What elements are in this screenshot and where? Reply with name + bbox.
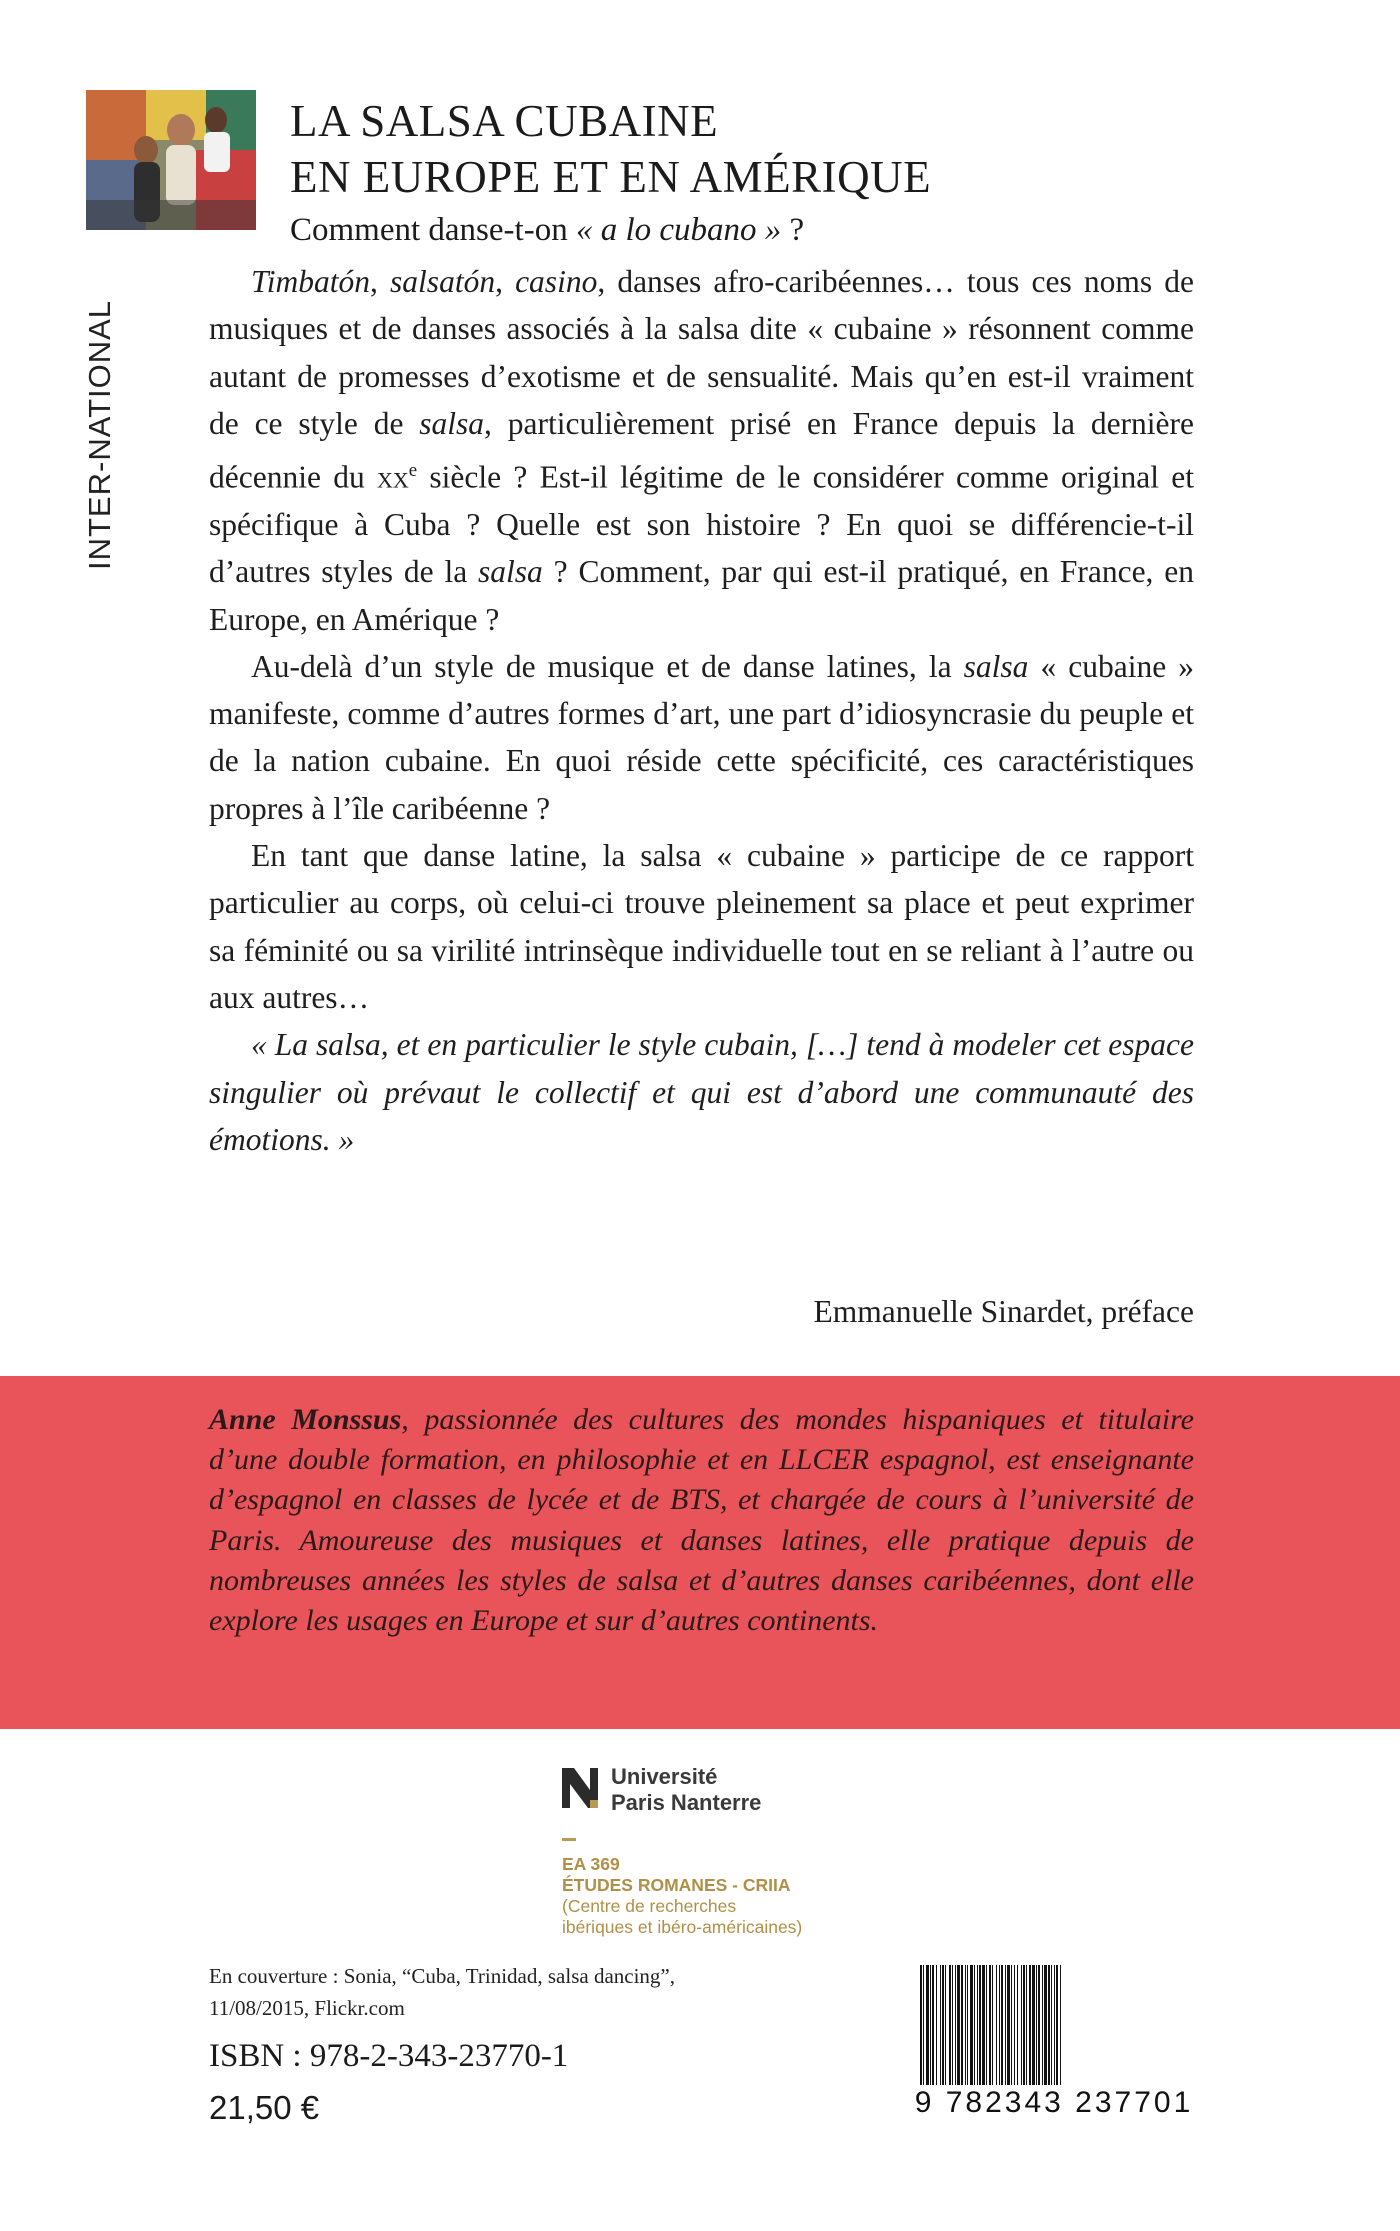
book-title-line-2: EN EUROPE ET EN AMÉRIQUE — [290, 152, 932, 202]
barcode-bar — [970, 1965, 973, 2085]
barcode-bar — [999, 1965, 1000, 2085]
isbn: ISBN : 978-2-343-23770-1 — [209, 2038, 569, 2074]
barcode-bar — [932, 1965, 934, 2085]
barcode-bar — [1023, 1965, 1025, 2085]
barcode-bar — [955, 1965, 956, 2085]
barcode-bar — [1038, 1965, 1040, 2085]
preface-quote: « La salsa, et en particulier le style cubain, […] tend à modeler cet espace singulier où prévaut le collectif et qui est d’abord une communauté des émotions. » — [209, 1027, 1194, 1157]
barcode-bar — [942, 1965, 944, 2085]
barcode-bar — [974, 1965, 975, 2085]
lab-line: ÉTUDES ROMANES - CRIIA — [562, 1875, 791, 1895]
barcode-bar — [957, 1965, 960, 2085]
cover-credit-line-2: 11/08/2015, Flickr.com — [209, 1996, 405, 2020]
barcode-bar — [1011, 1965, 1012, 2085]
barcode-bar — [1048, 1965, 1050, 2085]
barcode-bar — [949, 1965, 951, 2085]
barcode-bar — [1042, 1965, 1043, 2085]
barcode-bar — [940, 1965, 941, 2085]
barcode-bar — [1014, 1965, 1015, 2085]
barcode-bar — [982, 1965, 985, 2085]
series-text: INTER-NATIONAL — [82, 299, 117, 570]
book-title-line-1: LA SALSA CUBAINE — [290, 96, 719, 146]
barcode-bar — [1029, 1965, 1031, 2085]
lab-line: EA 369 — [562, 1854, 620, 1874]
cover-credit — [209, 1960, 675, 2024]
blurb-paragraph-1: Timbatón, salsatón, casino, danses afro-caribéennes… tous ces noms de musiques et de danses associés à la salsa dite « cubaine » résonnent comme autant de promesses d’exotisme et de sensualité. Mais qu’en est-il vraiment de ce style de salsa, particulièrement prisé en France depuis la dernière décennie du $xx^e$ siècle ? Est-il légitime de le considérer comme original et spécifique à Cuba ? Quelle est son histoire ? En quoi se différencie-t-il d’autres styles de la salsa ? Comment, par qui est-il pratiqué, en France, en Europe, en Amérique ? — [209, 264, 1194, 637]
barcode-bar — [1032, 1965, 1035, 2085]
book-subtitle: Comment danse-t-on « a lo cubano » ? — [290, 212, 805, 248]
barcode-bar — [965, 1965, 966, 2085]
barcode-bar — [1007, 1965, 1010, 2085]
barcode-bar — [996, 1965, 997, 2085]
blurb-paragraph-2: Au-delà d’un style de musique et de danse latines, la salsa « cubaine » manifeste, comme d’autres formes d’art, une part d’idiosyncrasie du peuple et de la nation cubaine. En quoi réside cette spécificité, ces caractéristiques propres à l’île caribéenne ? — [209, 648, 1194, 826]
barcode-bar — [945, 1965, 946, 2085]
barcode-bar — [920, 1965, 922, 2085]
barcode-bar — [992, 1965, 993, 2085]
author-name: Anne Monssus — [209, 1403, 402, 1436]
barcode-bar — [923, 1965, 924, 2085]
barcode-bar — [952, 1965, 953, 2085]
university-name-line-1: Université — [611, 1764, 718, 1789]
barcode-bar — [1021, 1965, 1022, 2085]
blurb — [209, 258, 1194, 1163]
barcode-bar — [936, 1965, 937, 2085]
barcode-bar — [1001, 1965, 1003, 2085]
cover-photo-thumbnail — [86, 90, 256, 230]
barcode-bar — [1060, 1965, 1061, 2085]
barcode-digits: 9 782343 237701 — [914, 2086, 1194, 2119]
barcode-bar — [1017, 1965, 1018, 2085]
logo-divider — [562, 1838, 576, 1841]
price: 21,50 € — [209, 2089, 320, 2126]
barcode-bar — [1036, 1965, 1037, 2085]
series-label — [82, 299, 128, 616]
university-name-line-2: Paris Nanterre — [611, 1790, 762, 1815]
quote-attribution: Emmanuelle Sinardet, préface — [813, 1294, 1194, 1329]
barcode-bar — [930, 1965, 931, 2085]
barcode-bar — [1056, 1965, 1058, 2085]
lab-line: (Centre de recherches — [562, 1896, 737, 1916]
cover-credit-line-1: En couverture : Sonia, “Cuba, Trinidad, salsa dancing”, — [209, 1964, 675, 1988]
blurb-paragraph-3: En tant que danse latine, la salsa « cubaine » participe de ce rapport particulier au corps, où celui-ci trouve pleinement sa place et peut exprimer sa féminité ou sa virilité intrinsèque individuelle tout en se reliant à l’autre ou aux autres… — [209, 838, 1194, 1015]
barcode-bar — [1051, 1965, 1052, 2085]
lab-line: ibériques et ibéro-américaines) — [562, 1917, 803, 1937]
author-bio: Anne Monssus, passionnée des cultures des mondes hispaniques et titulaire d’une double formation, en philosophie et en LLCER espagnol, est enseignante d’espagnol en classes de lycée et de BTS, et chargée de cours à l’université de Paris. Amoureuse des musiques et danses latines, elle pratique depuis de nombreuses années les styles de salsa et d’autres danses caribéennes, dont elle explore les usages en Europe et sur d’autres continents. — [209, 1403, 1195, 1638]
barcode-bar — [1044, 1965, 1047, 2085]
barcode-bar — [967, 1965, 968, 2085]
barcode-bar — [926, 1965, 929, 2085]
barcode-bar — [1054, 1965, 1055, 2085]
barcode-bar — [961, 1965, 963, 2085]
barcode-bar — [989, 1965, 991, 2085]
barcode-bar — [986, 1965, 987, 2085]
barcode-bar — [977, 1965, 978, 2085]
research-lab-info — [562, 1854, 802, 1938]
barcode-bar — [1005, 1965, 1006, 2085]
barcode — [920, 1965, 1188, 2085]
barcode-bar — [979, 1965, 981, 2085]
barcode-bar — [1026, 1965, 1027, 2085]
